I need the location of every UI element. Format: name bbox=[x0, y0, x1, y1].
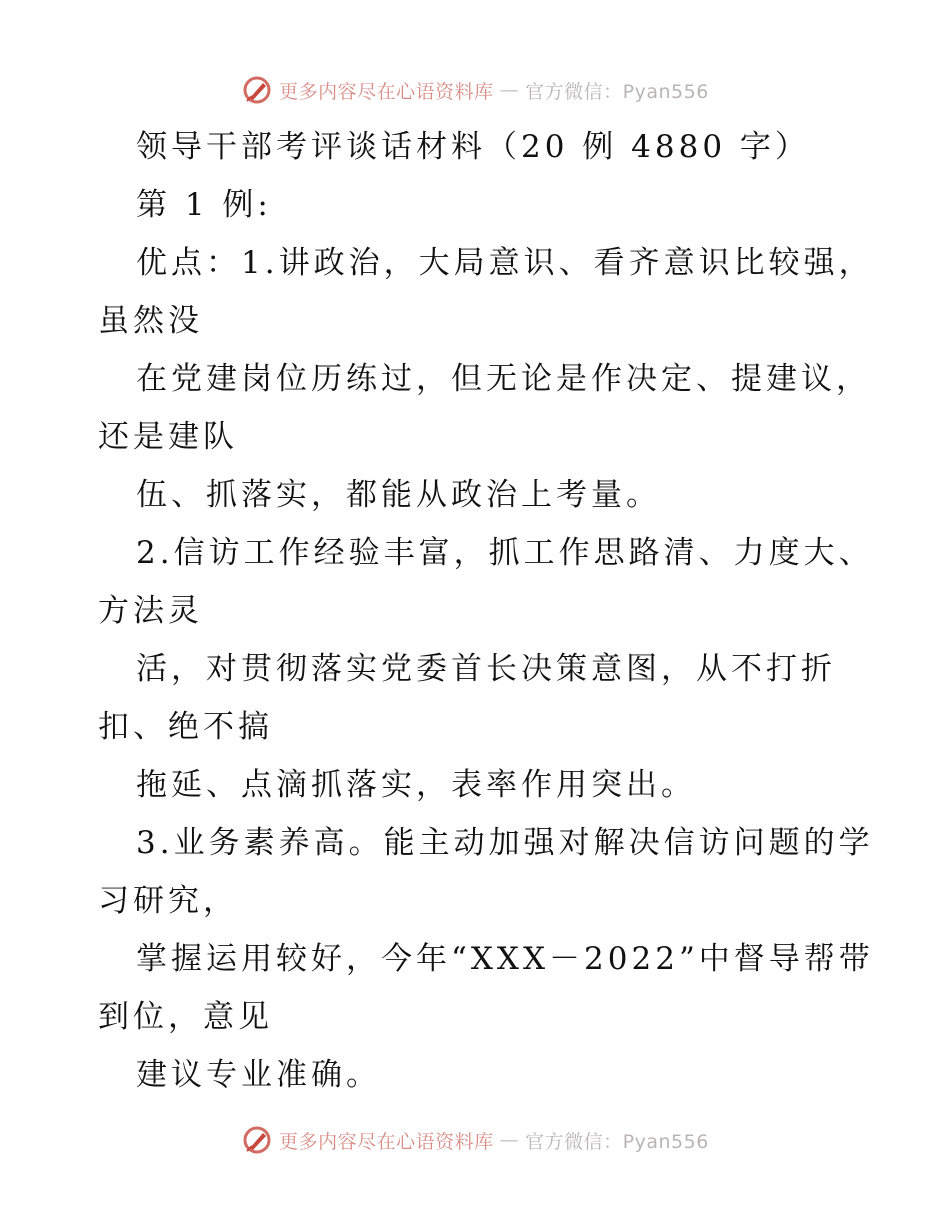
text-line: 优点：1.讲政治，大局意识、看齐意识比较强， bbox=[136, 245, 874, 281]
text-line: 扣、绝不搞 bbox=[98, 709, 273, 745]
text-line: 拖延、点滴抓落实，表率作用突出。 bbox=[136, 767, 696, 803]
text-line: 掌握运用较好，今年“XXX－2022”中督导帮带 bbox=[136, 941, 874, 977]
text-line: 2.信访工作经验丰富，抓工作思路清、力度大、 bbox=[136, 535, 874, 571]
text-line: 虽然没 bbox=[98, 303, 203, 339]
text-line: 建议专业准确。 bbox=[136, 1057, 381, 1093]
text-line: 还是建队 bbox=[98, 419, 238, 455]
watermark-main-text: 更多内容尽在心语资料库 bbox=[279, 1130, 494, 1153]
quill-circle-icon bbox=[241, 1124, 273, 1156]
watermark-wechat-text: 官方微信：Pyan556 bbox=[525, 80, 709, 103]
document-title: 领导干部考评谈话材料（20 例 4880 字） bbox=[136, 129, 810, 165]
text-line: 伍、抓落实，都能从政治上考量。 bbox=[136, 477, 661, 513]
watermark-main-text: 更多内容尽在心语资料库 bbox=[279, 80, 494, 103]
watermark-wechat-text: 官方微信：Pyan556 bbox=[525, 1130, 709, 1153]
example-heading: 第 1 例: bbox=[136, 187, 272, 223]
text-line: 在党建岗位历练过，但无论是作决定、提建议， bbox=[136, 361, 871, 397]
text-line: 方法灵 bbox=[98, 593, 203, 629]
text-line: 活，对贯彻落实党委首长决策意图，从不打折 bbox=[136, 651, 836, 687]
text-line: 到位，意见 bbox=[98, 999, 273, 1035]
watermark-separator: — bbox=[499, 79, 520, 101]
text-line: 习研究， bbox=[98, 883, 238, 919]
text-line: 3.业务素养高。能主动加强对解决信访问题的学 bbox=[136, 825, 874, 861]
footer-watermark bbox=[0, 1120, 950, 1160]
watermark-separator: — bbox=[499, 1129, 520, 1151]
watermark-group bbox=[241, 1124, 709, 1156]
